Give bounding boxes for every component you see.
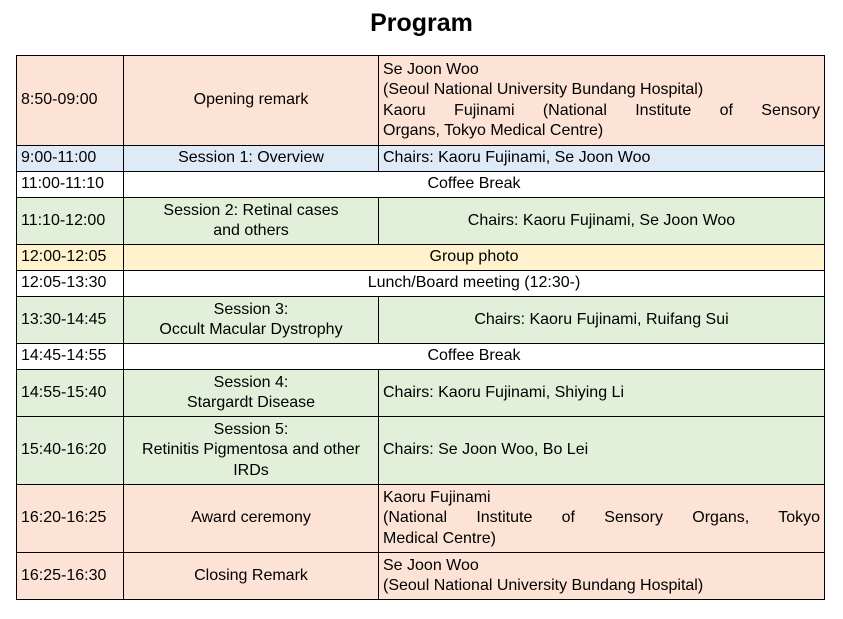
- detail-cell: [379, 56, 825, 146]
- detail-line: Medical Centre): [383, 529, 496, 547]
- event-line: Occult Macular Dystrophy: [159, 321, 343, 338]
- detail-line: (Seoul National University Bundang Hospital): [383, 81, 704, 98]
- event-cell: [124, 297, 379, 344]
- event-line: Retinitis Pigmentosa and other: [142, 441, 360, 459]
- event-cell: Group photo: [124, 245, 825, 271]
- detail-cell: Chairs: Se Joon Woo, Bo Lei: [379, 417, 825, 485]
- table-row: [17, 553, 825, 600]
- table-row: [17, 172, 825, 198]
- time-cell: 13:30-14:45: [17, 297, 124, 344]
- time-cell: 12:05-13:30: [17, 271, 124, 297]
- event-cell: Session 1: Overview: [124, 146, 379, 172]
- detail-line: Se Joon Woo: [383, 556, 479, 574]
- table-row: [17, 417, 825, 485]
- time-cell: 12:00-12:05: [17, 245, 124, 271]
- table-row: [17, 198, 825, 245]
- event-cell: [124, 198, 379, 245]
- time-cell: 14:55-15:40: [17, 370, 124, 417]
- event-line: Session 4:: [213, 373, 289, 391]
- table-row: [17, 245, 825, 271]
- detail-cell: Chairs: Kaoru Fujinami, Se Joon Woo: [379, 198, 825, 245]
- detail-line: (Seoul National University Bundang Hospital): [383, 577, 704, 594]
- event-line: and others: [213, 222, 289, 239]
- event-cell: Closing Remark: [124, 553, 379, 600]
- time-cell: 14:45-14:55: [17, 344, 124, 370]
- event-cell: Award ceremony: [124, 485, 379, 553]
- time-cell: 16:20-16:25: [17, 485, 124, 553]
- detail-cell: Chairs: Kaoru Fujinami, Se Joon Woo: [379, 146, 825, 172]
- event-line: Stargardt Disease: [186, 394, 316, 411]
- time-cell: 11:00-11:10: [17, 172, 124, 198]
- detail-line: Organs, Tokyo Medical Centre): [383, 122, 604, 139]
- event-line: Session 5:: [213, 420, 289, 438]
- table-row: [17, 56, 825, 146]
- time-cell: 15:40-16:20: [17, 417, 124, 485]
- event-line: Session 2: Retinal cases: [163, 201, 339, 219]
- detail-cell: Chairs: Kaoru Fujinami, Shiying Li: [379, 370, 825, 417]
- table-row: [17, 271, 825, 297]
- detail-line: Kaoru Fujinami: [383, 488, 491, 506]
- table-row: [17, 485, 825, 553]
- event-cell: Lunch/Board meeting (12:30-): [124, 271, 825, 297]
- time-cell: 11:10-12:00: [17, 198, 124, 245]
- event-cell: [124, 370, 379, 417]
- event-cell: Coffee Break: [124, 344, 825, 370]
- table-row: [17, 370, 825, 417]
- time-cell: 8:50-09:00: [17, 56, 124, 146]
- detail-line: Kaoru Fujinami (National Institute of Sensory: [383, 101, 820, 119]
- detail-cell: [379, 485, 825, 553]
- table-row: [17, 146, 825, 172]
- detail-line: (National Institute of Sensory Organs, Tokyo: [383, 509, 820, 527]
- detail-cell: Chairs: Kaoru Fujinami, Ruifang Sui: [379, 297, 825, 344]
- table-row: [17, 297, 825, 344]
- event-cell: Opening remark: [124, 56, 379, 146]
- event-line: Session 3:: [213, 300, 289, 318]
- program-table: [16, 55, 825, 600]
- detail-cell: [379, 553, 825, 600]
- time-cell: 16:25-16:30: [17, 553, 124, 600]
- time-cell: 9:00-11:00: [17, 146, 124, 172]
- event-line: IRDs: [233, 461, 269, 479]
- event-cell: [124, 417, 379, 485]
- detail-line: Se Joon Woo: [383, 60, 479, 78]
- page-title: Program: [370, 9, 473, 37]
- event-cell: Coffee Break: [124, 172, 825, 198]
- table-row: [17, 344, 825, 370]
